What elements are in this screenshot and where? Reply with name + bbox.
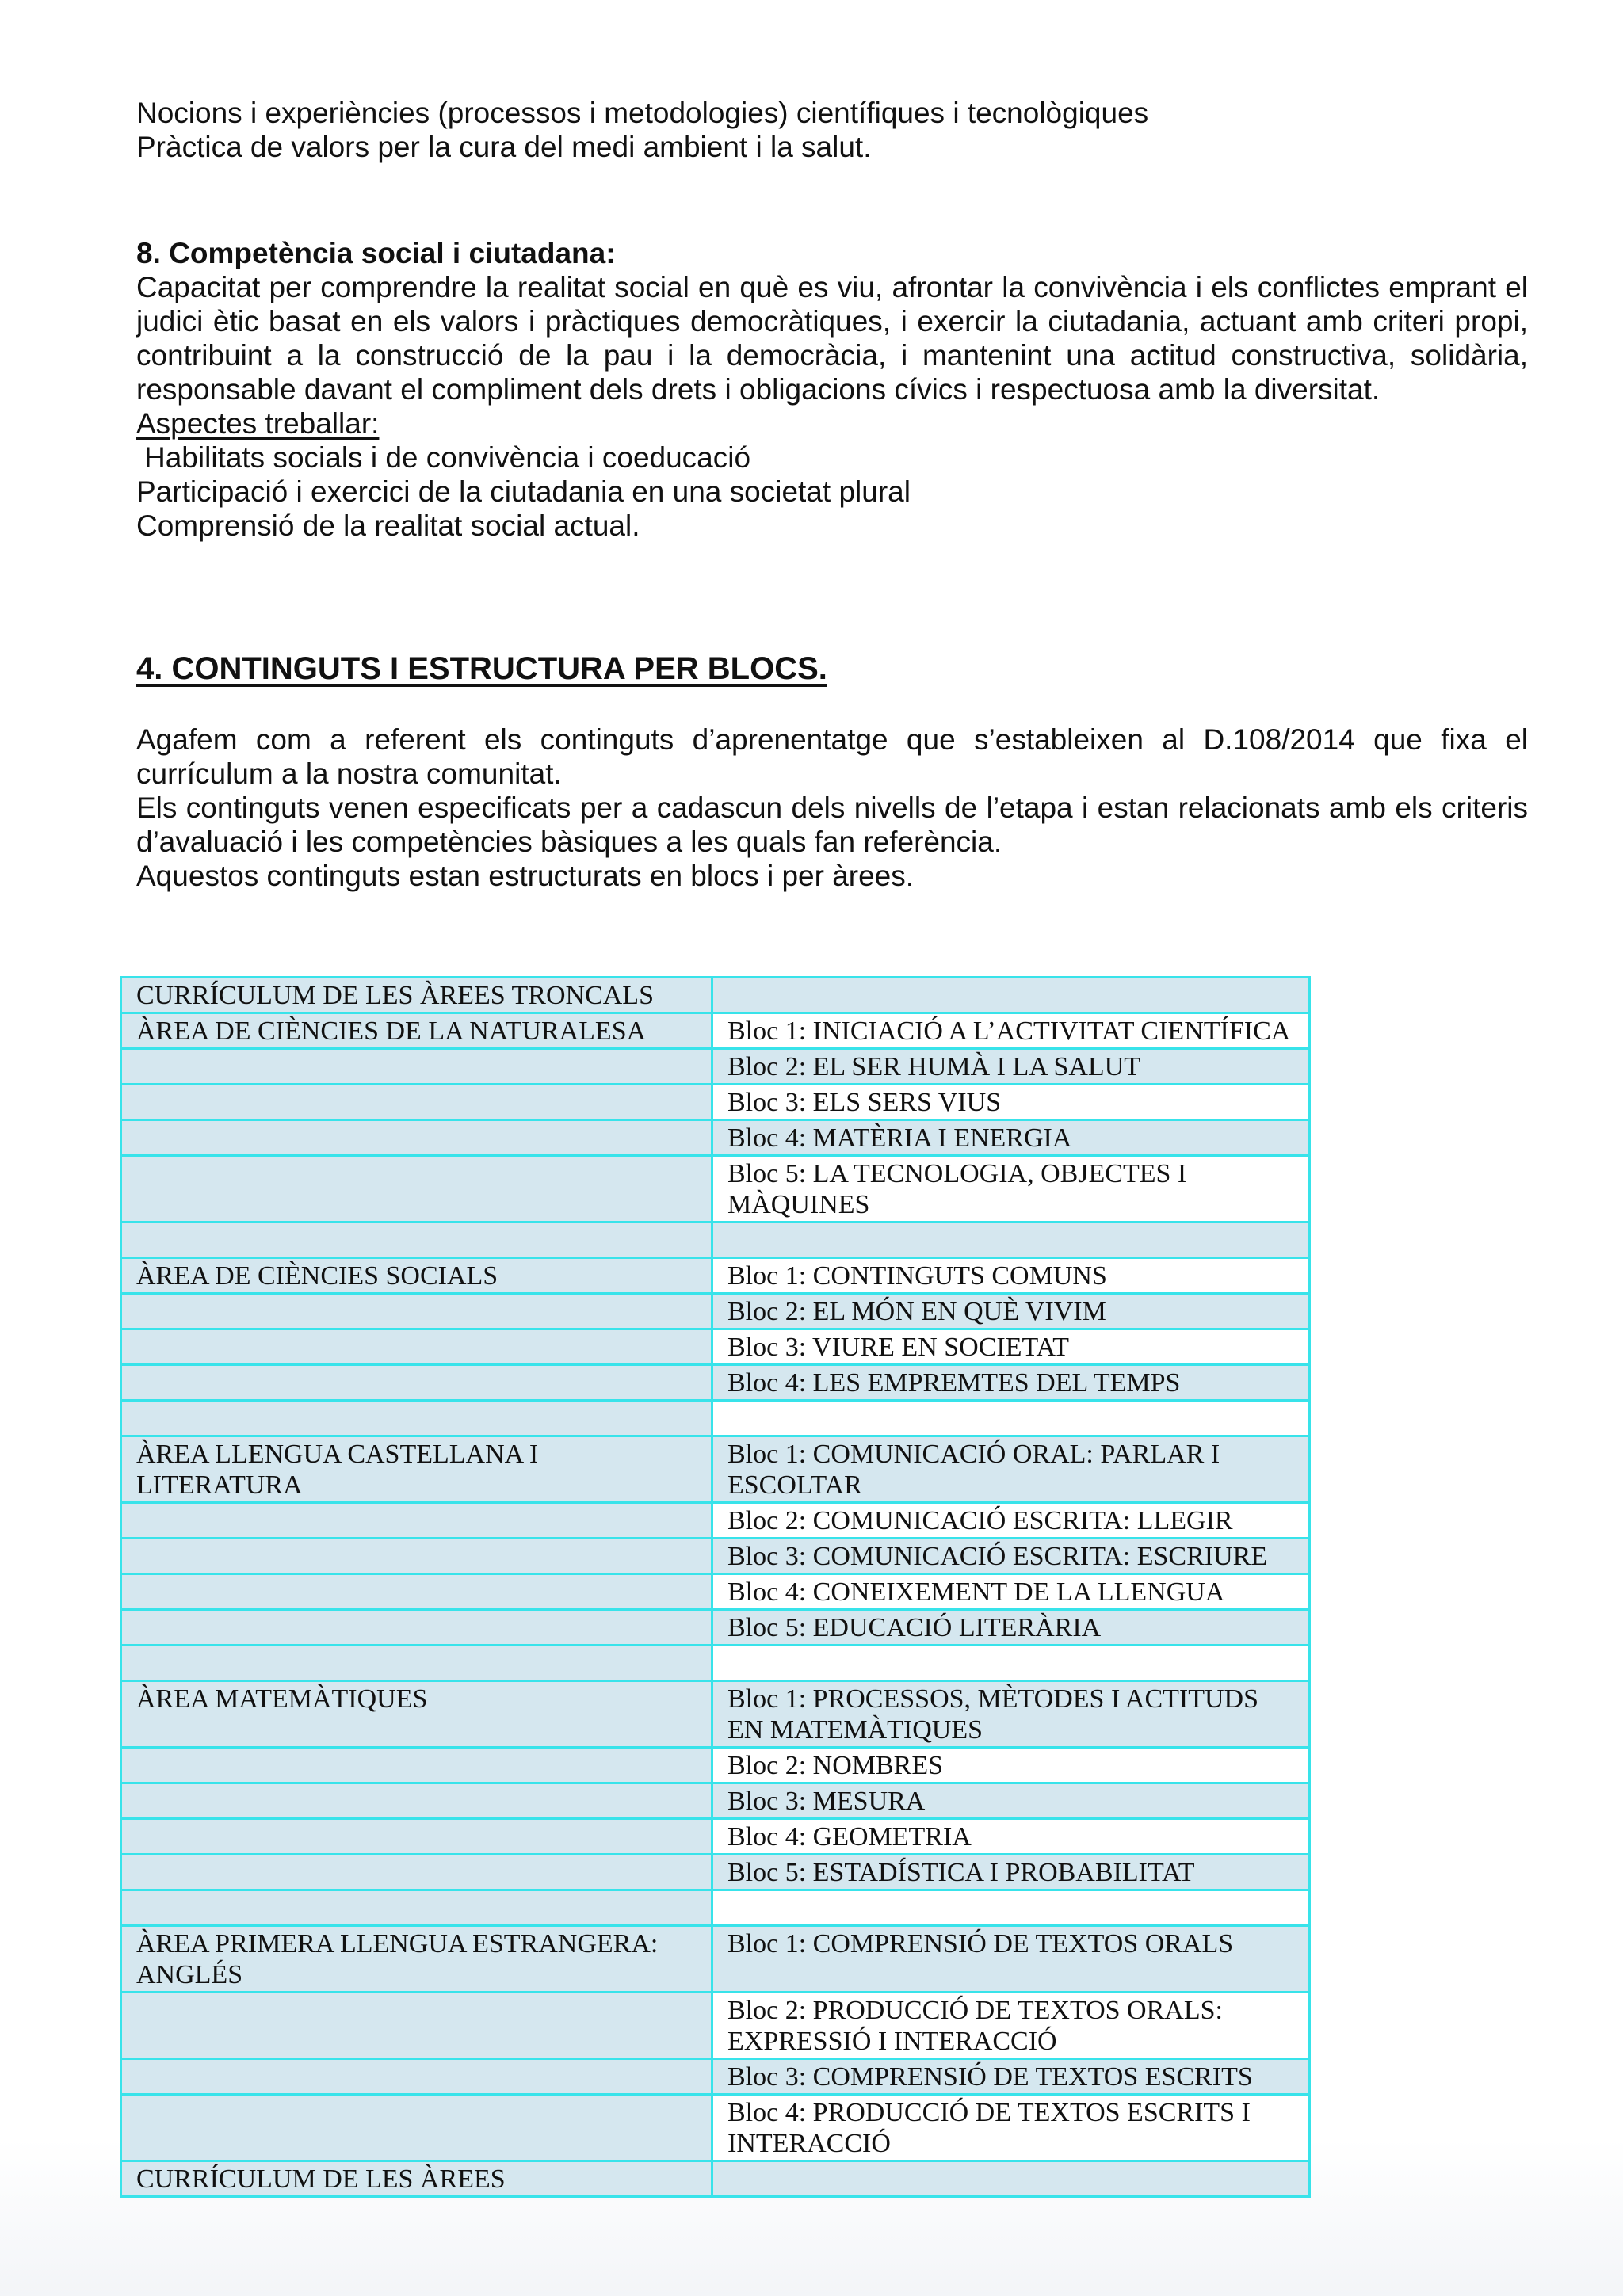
area-cell bbox=[121, 2095, 712, 2161]
curriculum-table bbox=[120, 976, 1311, 2198]
area-cell bbox=[121, 2059, 712, 2095]
bloc-cell: Bloc 3: COMPRENSIÓ DE TEXTOS ESCRITS bbox=[712, 2059, 1310, 2095]
bloc-cell bbox=[712, 1222, 1310, 1258]
area-cell: ÀREA DE CIÈNCIES DE LA NATURALESA bbox=[121, 1013, 712, 1049]
bloc-cell: Bloc 1: PROCESSOS, MÈTODES I ACTITUDS EN MATEMÀTIQUES bbox=[712, 1681, 1310, 1748]
bloc-cell: Bloc 4: LES EMPREMTES DEL TEMPS bbox=[712, 1365, 1310, 1401]
area-cell bbox=[121, 1294, 712, 1329]
intro-line: Nocions i experiències (processos i metodologies) científiques i tecnològiques bbox=[136, 97, 1149, 129]
table-row bbox=[121, 2161, 1310, 2197]
area-cell bbox=[121, 1646, 712, 1681]
competence-8-title: 8. Competència social i ciutadana: bbox=[136, 237, 616, 269]
table-row bbox=[121, 1681, 1310, 1748]
table-row bbox=[121, 1436, 1310, 1503]
area-cell: CURRÍCULUM DE LES ÀREES bbox=[121, 2161, 712, 2197]
bloc-cell: Bloc 1: CONTINGUTS COMUNS bbox=[712, 1258, 1310, 1294]
table-row bbox=[121, 1013, 1310, 1049]
section-4-body bbox=[136, 723, 1528, 893]
area-cell bbox=[121, 1855, 712, 1890]
bloc-cell: Bloc 4: CONEIXEMENT DE LA LLENGUA bbox=[712, 1574, 1310, 1610]
bloc-cell bbox=[712, 978, 1310, 1013]
bloc-cell: Bloc 5: LA TECNOLOGIA, OBJECTES I MÀQUINES bbox=[712, 1156, 1310, 1222]
table-row bbox=[121, 1539, 1310, 1574]
curriculum-table-body bbox=[121, 978, 1310, 2197]
bloc-cell: Bloc 3: VIURE EN SOCIETAT bbox=[712, 1329, 1310, 1365]
table-row bbox=[121, 1748, 1310, 1783]
competence-8-paragraph: Capacitat per comprendre la realitat social en què es viu, afrontar la convivència i els conflictes emprant el judici ètic basat en els valors i pràctiques democràtiques, i exercir la ciutadania, actuant amb criteri propi, contribuint a la construcció de la pau i la democràcia, i mantenint una actitud constructiva, solidària, responsable davant el compliment dels drets i obligacions cívics i respectuosa amb la diversitat. bbox=[136, 271, 1528, 406]
table-row bbox=[121, 1646, 1310, 1681]
bloc-cell: Bloc 5: ESTADÍSTICA I PROBABILITAT bbox=[712, 1855, 1310, 1890]
area-cell bbox=[121, 1222, 712, 1258]
table-row bbox=[121, 1294, 1310, 1329]
table-row bbox=[121, 1156, 1310, 1222]
table-row bbox=[121, 2059, 1310, 2095]
competence-8-section bbox=[136, 236, 1528, 543]
section-4-paragraph: Els continguts venen especificats per a cadascun dels nivells de l’etapa i estan relacionats amb els criteris d’avaluació i les competències bàsiques a les quals fan referència. bbox=[136, 791, 1528, 858]
area-cell bbox=[121, 1401, 712, 1436]
area-cell: ÀREA MATEMÀTIQUES bbox=[121, 1681, 712, 1748]
aspect-item: Habilitats socials i de convivència i coeducació bbox=[144, 441, 751, 474]
table-row bbox=[121, 1503, 1310, 1539]
table-row bbox=[121, 1993, 1310, 2059]
area-cell bbox=[121, 1574, 712, 1610]
table-row bbox=[121, 1329, 1310, 1365]
section-4-paragraph: Agafem com a referent els continguts d’aprenentatge que s’estableixen al D.108/2014 que fixa el currículum a la nostra comunitat. bbox=[136, 723, 1528, 790]
area-cell bbox=[121, 1539, 712, 1574]
table-row bbox=[121, 1783, 1310, 1819]
bloc-cell: Bloc 3: COMUNICACIÓ ESCRITA: ESCRIURE bbox=[712, 1539, 1310, 1574]
area-cell: ÀREA PRIMERA LLENGUA ESTRANGERA: ANGLÉS bbox=[121, 1926, 712, 1993]
area-cell bbox=[121, 1049, 712, 1085]
table-row bbox=[121, 1574, 1310, 1610]
area-cell bbox=[121, 1819, 712, 1855]
aspects-label: Aspectes treballar: bbox=[136, 407, 380, 440]
table-row bbox=[121, 1222, 1310, 1258]
area-cell bbox=[121, 1365, 712, 1401]
table-row bbox=[121, 1401, 1310, 1436]
area-cell bbox=[121, 1085, 712, 1120]
table-row bbox=[121, 1120, 1310, 1156]
area-cell bbox=[121, 1993, 712, 2059]
section-4-paragraph: Aquestos continguts estan estructurats en blocs i per àrees. bbox=[136, 860, 915, 892]
bloc-cell: Bloc 1: COMUNICACIÓ ORAL: PARLAR I ESCOLTAR bbox=[712, 1436, 1310, 1503]
table-row bbox=[121, 1085, 1310, 1120]
area-cell bbox=[121, 1783, 712, 1819]
bloc-cell: Bloc 2: EL MÓN EN QUÈ VIVIM bbox=[712, 1294, 1310, 1329]
area-cell bbox=[121, 1748, 712, 1783]
table-row bbox=[121, 1610, 1310, 1646]
bloc-cell: Bloc 4: PRODUCCIÓ DE TEXTOS ESCRITS I INTERACCIÓ bbox=[712, 2095, 1310, 2161]
bloc-cell: Bloc 2: COMUNICACIÓ ESCRITA: LLEGIR bbox=[712, 1503, 1310, 1539]
table-row bbox=[121, 1049, 1310, 1085]
intro-text bbox=[136, 96, 1528, 164]
section-4-title: 4. CONTINGUTS I ESTRUCTURA PER BLOCS. bbox=[136, 651, 827, 686]
table-row bbox=[121, 2095, 1310, 2161]
intro-line: Pràctica de valors per la cura del medi ambient i la salut. bbox=[136, 131, 872, 163]
table-row bbox=[121, 1926, 1310, 1993]
bloc-cell: Bloc 4: MATÈRIA I ENERGIA bbox=[712, 1120, 1310, 1156]
area-cell: ÀREA DE CIÈNCIES SOCIALS bbox=[121, 1258, 712, 1294]
bloc-cell: Bloc 3: ELS SERS VIUS bbox=[712, 1085, 1310, 1120]
table-row bbox=[121, 1258, 1310, 1294]
area-cell bbox=[121, 1120, 712, 1156]
area-cell bbox=[121, 1503, 712, 1539]
bloc-cell: Bloc 3: MESURA bbox=[712, 1783, 1310, 1819]
area-cell bbox=[121, 1890, 712, 1926]
area-cell bbox=[121, 1610, 712, 1646]
table-row bbox=[121, 1819, 1310, 1855]
bloc-cell: Bloc 2: NOMBRES bbox=[712, 1748, 1310, 1783]
bloc-cell: Bloc 1: COMPRENSIÓ DE TEXTOS ORALS bbox=[712, 1926, 1310, 1993]
bloc-cell: Bloc 2: PRODUCCIÓ DE TEXTOS ORALS: EXPRESSIÓ I INTERACCIÓ bbox=[712, 1993, 1310, 2059]
bloc-cell: Bloc 2: EL SER HUMÀ I LA SALUT bbox=[712, 1049, 1310, 1085]
bloc-cell: Bloc 1: INICIACIÓ A L’ACTIVITAT CIENTÍFICA bbox=[712, 1013, 1310, 1049]
table-row bbox=[121, 1365, 1310, 1401]
area-cell bbox=[121, 1329, 712, 1365]
bloc-cell bbox=[712, 1401, 1310, 1436]
bloc-cell bbox=[712, 1890, 1310, 1926]
area-cell bbox=[121, 1156, 712, 1222]
table-row bbox=[121, 978, 1310, 1013]
aspect-item: Comprensió de la realitat social actual. bbox=[136, 509, 640, 542]
table-row bbox=[121, 1890, 1310, 1926]
aspect-item: Participació i exercici de la ciutadania en una societat plural bbox=[136, 475, 911, 508]
bloc-cell: Bloc 5: EDUCACIÓ LITERÀRIA bbox=[712, 1610, 1310, 1646]
bloc-cell: Bloc 4: GEOMETRIA bbox=[712, 1819, 1310, 1855]
bloc-cell bbox=[712, 1646, 1310, 1681]
table-row bbox=[121, 1855, 1310, 1890]
area-cell: CURRÍCULUM DE LES ÀREES TRONCALS bbox=[121, 978, 712, 1013]
bloc-cell bbox=[712, 2161, 1310, 2197]
area-cell: ÀREA LLENGUA CASTELLANA I LITERATURA bbox=[121, 1436, 712, 1503]
